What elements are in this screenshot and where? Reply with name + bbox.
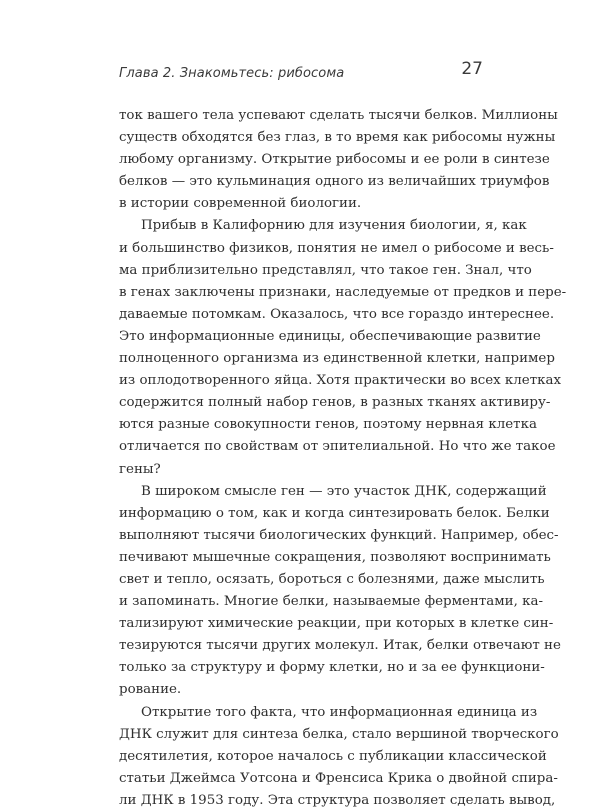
text-line: свет и тепло, осязать, бороться с болезнями, даже мыслить <box>119 571 545 587</box>
text-line: только за структуру и форму клетки, но и за ее функциони- <box>119 660 545 676</box>
text-line: печивают мышечные сокращения, позволяют воспринимать <box>119 549 551 565</box>
text-line: гены? <box>119 461 161 477</box>
text-line: из оплодотворенного яйца. Хотя практически во всех клетках <box>119 373 562 389</box>
text-line: ли ДНК в 1953 году. Эта структура позволяет сделать вывод, <box>119 792 556 808</box>
text-line: Это информационные единицы, обеспечивающие развитие <box>119 328 541 344</box>
text-line: ма приблизительно представлял, что такое ген. Знал, что <box>119 262 532 278</box>
text-line: ются разные совокупности генов, поэтому нервная клетка <box>119 417 537 433</box>
text-line: тализируют химические реакции, при которых в клетке син- <box>119 616 554 632</box>
page-number: 27 <box>461 59 483 79</box>
text-line: даваемые потомкам. Оказалось, что все гораздо интереснее. <box>119 306 555 322</box>
text-line: статьи Джеймса Уотсона и Френсиса Крика о двойной спира- <box>119 770 558 786</box>
text-line: информацию о том, как и когда синтезировать белок. Белки <box>119 505 550 521</box>
text-line: полноценного организма из единственной клетки, например <box>119 351 555 367</box>
text-line: существ обходятся без глаз, в то время как рибосомы нужны <box>119 130 556 146</box>
body-text <box>119 105 567 812</box>
text-line: содержится полный набор генов, в разных тканях активиру- <box>119 395 551 411</box>
text-line: выполняют тысячи биологических функций. Например, обес- <box>119 527 559 543</box>
running-head-title: Глава 2. Знакомьтесь: рибосома <box>119 66 345 81</box>
text-line: и запоминать. Многие белки, называемые ферментами, ка- <box>119 594 543 610</box>
text-line: в генах заключены признаки, наследуемые от предков и пере- <box>119 284 567 300</box>
text-line: Открытие того факта, что информационная единица из <box>141 704 538 720</box>
text-line: десятилетия, которое началось с публикации классической <box>119 748 547 764</box>
text-line: ДНК служит для синтеза белка, стало вершиной творческого <box>119 726 559 742</box>
text-line: отличается по свойствам от эпителиальной. Но что же такое <box>119 439 556 455</box>
text-line: любому организму. Открытие рибосомы и ее роли в синтезе <box>119 152 550 168</box>
text-line: тезируются тысячи других молекул. Итак, белки отвечают не <box>119 638 561 654</box>
text-line: В широком смысле ген — это участок ДНК, содержащий <box>141 483 547 499</box>
text-line: Прибыв в Калифорнию для изучения биологии, я, как <box>141 218 527 234</box>
text-line: белков — это кульминация одного из величайших триумфов <box>119 174 550 190</box>
text-line: в истории современной биологии. <box>119 196 362 212</box>
text-line: ток вашего тела успевают сделать тысячи белков. Миллионы <box>119 108 558 123</box>
text-line: и большинство физиков, понятия не имел о рибосоме и весь- <box>119 240 554 256</box>
text-line: рование. <box>119 682 182 698</box>
